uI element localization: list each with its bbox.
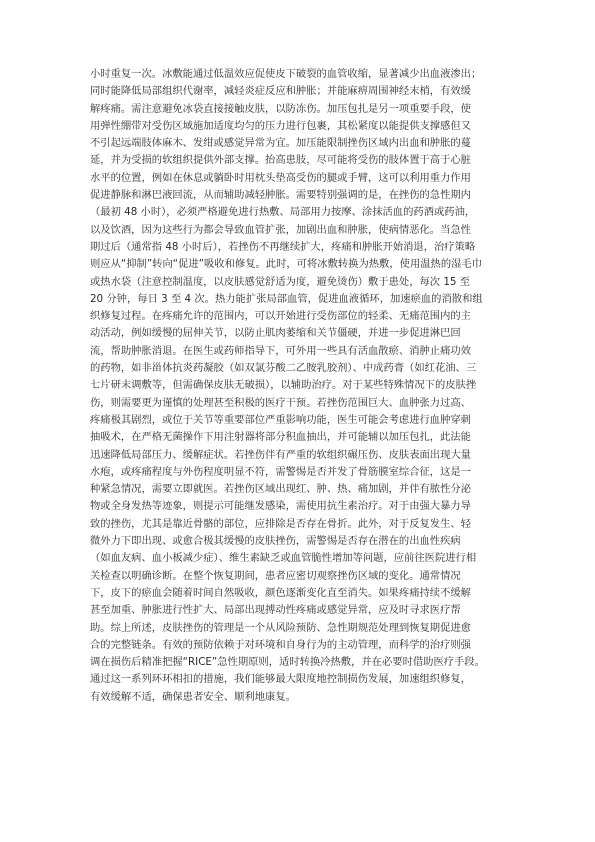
text-line: 有效缓解不适，确保患者安全、顺利地康复。 [90,690,296,703]
text-line: 致的挫伤，尤其是靠近骨骼的部位，应排除是否存在骨折。此外，对于反复发生、轻 [90,517,471,530]
text-line: 种紧急情况，需要立即就医。若挫伤区域出现红、肿、热、痛加剧，并伴有脓性分泌 [90,483,471,496]
text-line: 抽吸术，在严格无菌操作下用注射器将部分积血抽出，并可能辅以加压包扎，此法能 [90,431,471,444]
text-line: 解疼痛。需注意避免冰袋直接接触皮肤，以防冻伤。加压包扎是另一项重要手段，使 [90,102,471,115]
text-line: 微外力下即出现、或愈合极其缓慢的皮肤挫伤，需警惕是否存在潜在的出血性疾病 [90,535,461,548]
text-line: 20 分钟，每日 3 至 4 次。热力能扩张局部血管，促进血液循环，加速瘀血的消散和组 [90,292,483,305]
text-line: 促进静脉和淋巴液回流，从而辅助减轻肿胀。需要特别强调的是，在挫伤的急性期内 [90,189,471,202]
text-line: 用弹性绷带对受伤区域施加适度均匀的压力进行包裹，其松紧度以能提供支撑感但又 [90,119,471,132]
text-line: 助。综上所述，皮肤挫伤的管理是一个从风险预防、急性期规范处理到恢复期促进愈 [90,621,471,634]
text-line: 延，并为受损的软组织提供外部支撑。抬高患肢，尽可能将受伤的肢体置于高于心脏 [90,154,471,167]
text-line: 疼痛极其剧烈，或位于关节等重要部位严重影响功能，医生可能会考虑进行血肿穿刺 [90,413,471,426]
text-line: 伤，则需要更为谨慎的处理甚至积极的医疗干预。若挫伤范围巨大、血肿张力过高、 [90,396,471,409]
text-line: （如血友病、血小板减少症）、维生素缺乏或血管脆性增加等问题，应前往医院进行相 [90,552,477,565]
text-line: 则应从“抑制”转向“促进”吸收和修复。此时，可将冰敷转换为热敷，使用温热的湿毛巾 [90,258,483,271]
text-line: 通过这一系列环环相扣的措施，我们能够最大限度地控制损伤发展，加速组织修复， [90,673,471,686]
text-line: 物或全身发热等迹象，则提示可能继发感染，需使用抗生素治疗。对于由强大暴力导 [90,500,471,513]
text-line: 合的完整链条。有效的预防依赖于对环境和自身行为的主动管理，而科学的治疗则强 [90,638,471,651]
body-paragraph [90,66,520,706]
text-line: 调在损伤后精准把握“RICE”急性期原则，适时转换冷热敷，并在必要时借助医疗手段。 [90,656,485,669]
text-line: 甚至加重、肿胀进行性扩大、局部出现搏动性疼痛或感觉异常，应及时寻求医疗帮 [90,604,461,617]
text-line: 水疱，或疼痛程度与外伤程度明显不符，需警惕是否并发了骨筋膜室综合征，这是一 [90,465,471,478]
text-line: 以及饮酒，因为这些行为都会导致血管扩张，加剧出血和肿胀，使病情恶化。当急性 [90,223,471,236]
text-line: 流，帮助肿胀消退。在医生或药师指导下，可外用一些具有活血散瘀、消肿止痛功效 [90,344,471,357]
text-line: 下，皮下的瘀血会随着时间自然吸收，颜色逐渐变化直至消失。如果疼痛持续不缓解 [90,586,471,599]
text-line: 同时能降低局部组织代谢率，减轻炎症反应和肿胀；并能麻痹周围神经末梢，有效缓 [90,85,471,98]
text-line: 迅速降低局部压力、缓解症状。若挫伤伴有严重的软组织碾压伤、皮肤表面出现大量 [90,448,471,461]
text-line: 或热水袋（注意控制温度，以皮肤感觉舒适为度，避免烫伤）敷于患处，每次 15 至 [90,275,471,288]
text-line: 水平的位置，例如在休息或躺卧时用枕头垫高受伤的腿或手臂，这可以利用重力作用 [90,171,471,184]
text-line: 的药物，如非甾体抗炎药凝胶（如双氯芬酸二乙胺乳胶剂）、中成药膏（如红花油、三 [90,362,477,375]
text-line: 不引起远端肢体麻木、发绀或感觉异常为宜。加压能限制挫伤区域内出血和肿胀的蔓 [90,137,471,150]
text-line: 动活动，例如缓慢的屈伸关节，以防止肌肉萎缩和关节僵硬，并进一步促进淋巴回 [90,327,461,340]
text-line: 七片研末调敷等，但需确保皮肤无破损），以辅助治疗。对于某些特殊情况下的皮肤挫 [90,379,477,392]
text-line: 期过后（通常指 48 小时后），若挫伤不再继续扩大，疼痛和肿胀开始消退，治疗策略 [90,240,476,253]
text-line: 关检查以明确诊断。在整个恢复期间，患者应密切观察挫伤区域的变化。通常情况 [90,569,461,582]
text-line: （最初 48 小时），必须严格避免进行热敷、局部用力按摩、涂抹活血的药酒或药油， [90,206,476,219]
text-line: 小时重复一次。冰敷能通过低温效应促使皮下破裂的血管收缩，显著减少出血液渗出； [90,68,482,80]
text-line: 织修复过程。在疼痛允许的范围内，可以开始进行受伤部位的轻柔、无痛范围内的主 [90,310,471,323]
